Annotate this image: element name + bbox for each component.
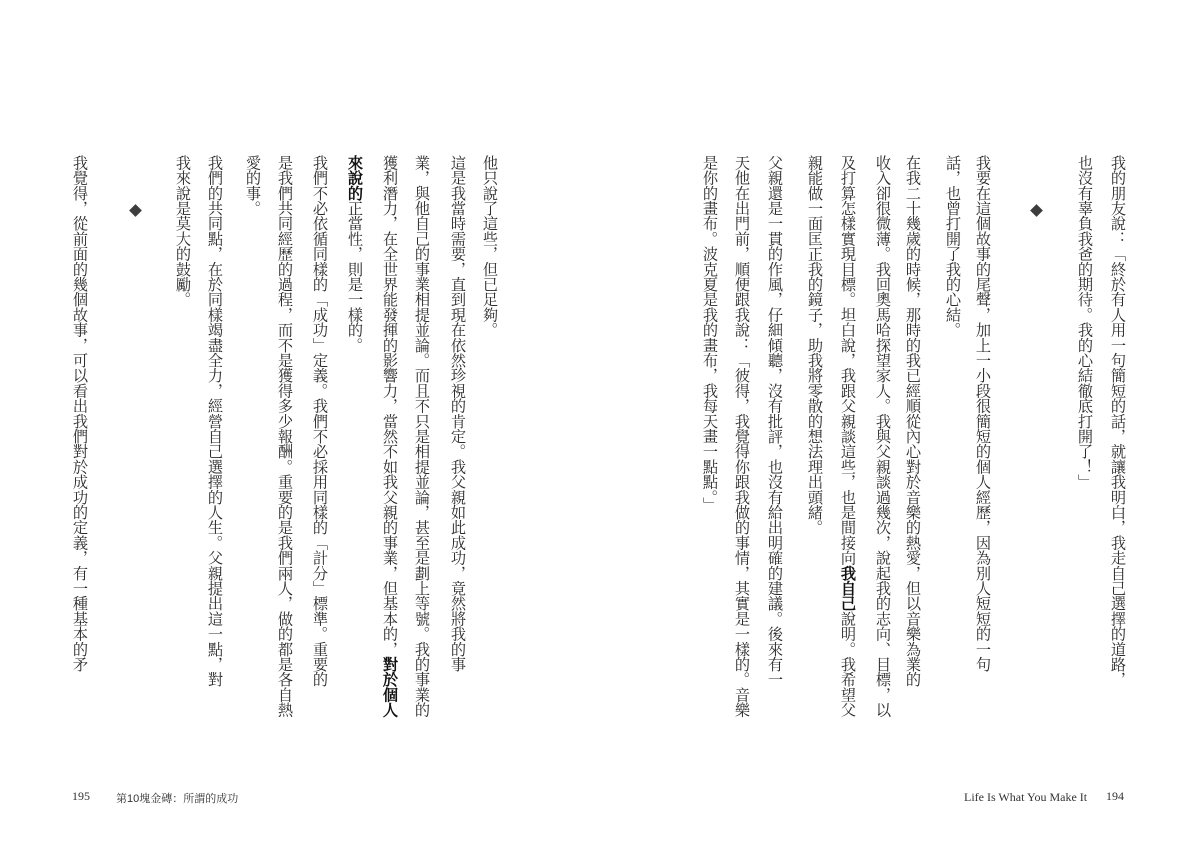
- right-page: [600, 0, 1200, 851]
- section-break-diamond-icon: [1030, 204, 1043, 217]
- text-column: [838, 155, 858, 717]
- body-text: 及打算怎樣實現目標。坦白說，我跟父親談這些，也是間接向: [839, 155, 857, 566]
- text-column: [765, 155, 785, 687]
- body-text: 我們的共同點，在於同樣竭盡全力，經營自己選擇的人生。父親提出這一點，對: [206, 155, 224, 687]
- body-text: 愛的事。: [244, 155, 262, 216]
- body-text: 也沒有辜負我爸的期待。我的心結徹底打開了！」: [1076, 155, 1094, 490]
- emphasized-text: 我自己: [839, 565, 857, 612]
- body-text: 獲利潛力，在全世界能發揮的影響力，當然不如我父親的事業，但基本的，: [381, 155, 399, 657]
- body-text: 是你的畫布。波克夏是我的畫布，我每天畫一點點。」: [701, 155, 719, 513]
- text-column: [805, 155, 825, 535]
- body-text: 我來說是莫大的鼓勵。: [174, 155, 192, 307]
- text-column: [480, 155, 500, 337]
- emphasized-text: 來說的: [346, 155, 364, 201]
- body-text: 我的朋友說：「終於有人用一句簡短的話，就讓我明白，我走自己選擇的道路，: [1109, 155, 1127, 687]
- text-column: [903, 155, 923, 687]
- text-column: [275, 155, 295, 717]
- running-title-left: 第10塊金磚：所謂的成功: [116, 793, 239, 805]
- text-column: [973, 155, 993, 672]
- body-text: 這是我當時需要，直到現在依然珍視的肯定。我父親如此成功，竟然將我的事: [449, 155, 467, 672]
- text-column: [1108, 155, 1128, 687]
- text-column: [732, 155, 752, 717]
- text-column: [70, 155, 90, 672]
- body-text: 我要在這個故事的尾聲，加上一小段很簡短的個人經歷，因為別人短短的一句: [974, 155, 992, 672]
- body-text: 我們不必依循同樣的「成功」定義。我們不必採用同樣的「計分」標準。重要的: [311, 155, 329, 687]
- body-text: 正當性，則是一樣的。: [346, 200, 364, 353]
- text-column: [1075, 155, 1095, 489]
- section-break-diamond-icon: [129, 204, 142, 217]
- body-text: 說明。我希望父: [839, 611, 857, 718]
- text-column: [943, 155, 963, 337]
- body-text: 收入卻很微薄。我回奧馬哈探望家人。我與父親談過幾次，說起我的志向、目標，以: [874, 155, 892, 718]
- page-number-left: 195: [72, 789, 90, 803]
- body-text: 是我們共同經歷的過程，而不是獲得多少報酬。重要的是我們兩人，做的都是各自熱: [276, 155, 294, 718]
- text-column: [310, 155, 330, 687]
- running-title-right: Life Is What You Make It: [964, 790, 1088, 804]
- text-column: [243, 155, 263, 216]
- body-text: 親能做一面匡正我的鏡子，助我將零散的想法理出頭緒。: [806, 155, 824, 535]
- body-text: 父親還是一貫的作風，仔細傾聽，沒有批評，也沒有給出明確的建議。後來有一: [766, 155, 784, 687]
- text-column: [380, 155, 400, 717]
- text-column: [700, 155, 720, 512]
- body-text: 天他在出門前，順便跟我說：「彼得，我覺得你跟我做的事情，其實是一樣的。音樂: [733, 155, 751, 718]
- text-column: [873, 155, 893, 717]
- body-text: 我覺得，從前面的幾個故事，可以看出我們對於成功的定義，有一種基本的矛: [71, 155, 89, 672]
- body-text: 業，與他自己的事業相提並論。而且不只是相提並論，甚至是劃上等號。我的事業的: [413, 155, 431, 718]
- text-column: [205, 155, 225, 687]
- body-text: 話，也曾打開了我的心結。: [944, 155, 962, 338]
- text-column: [173, 155, 193, 307]
- emphasized-text: 對於個人: [381, 656, 399, 718]
- body-text: 在我二十幾歲的時候，那時的我已經順從內心對於音樂的熱愛，但以音樂為業的: [904, 155, 922, 687]
- page-number-right: 194: [1106, 789, 1124, 803]
- body-text: 他只說了這些，但已足夠。: [481, 155, 499, 338]
- text-column: [448, 155, 468, 672]
- text-column: [412, 155, 432, 717]
- text-column: [345, 155, 365, 353]
